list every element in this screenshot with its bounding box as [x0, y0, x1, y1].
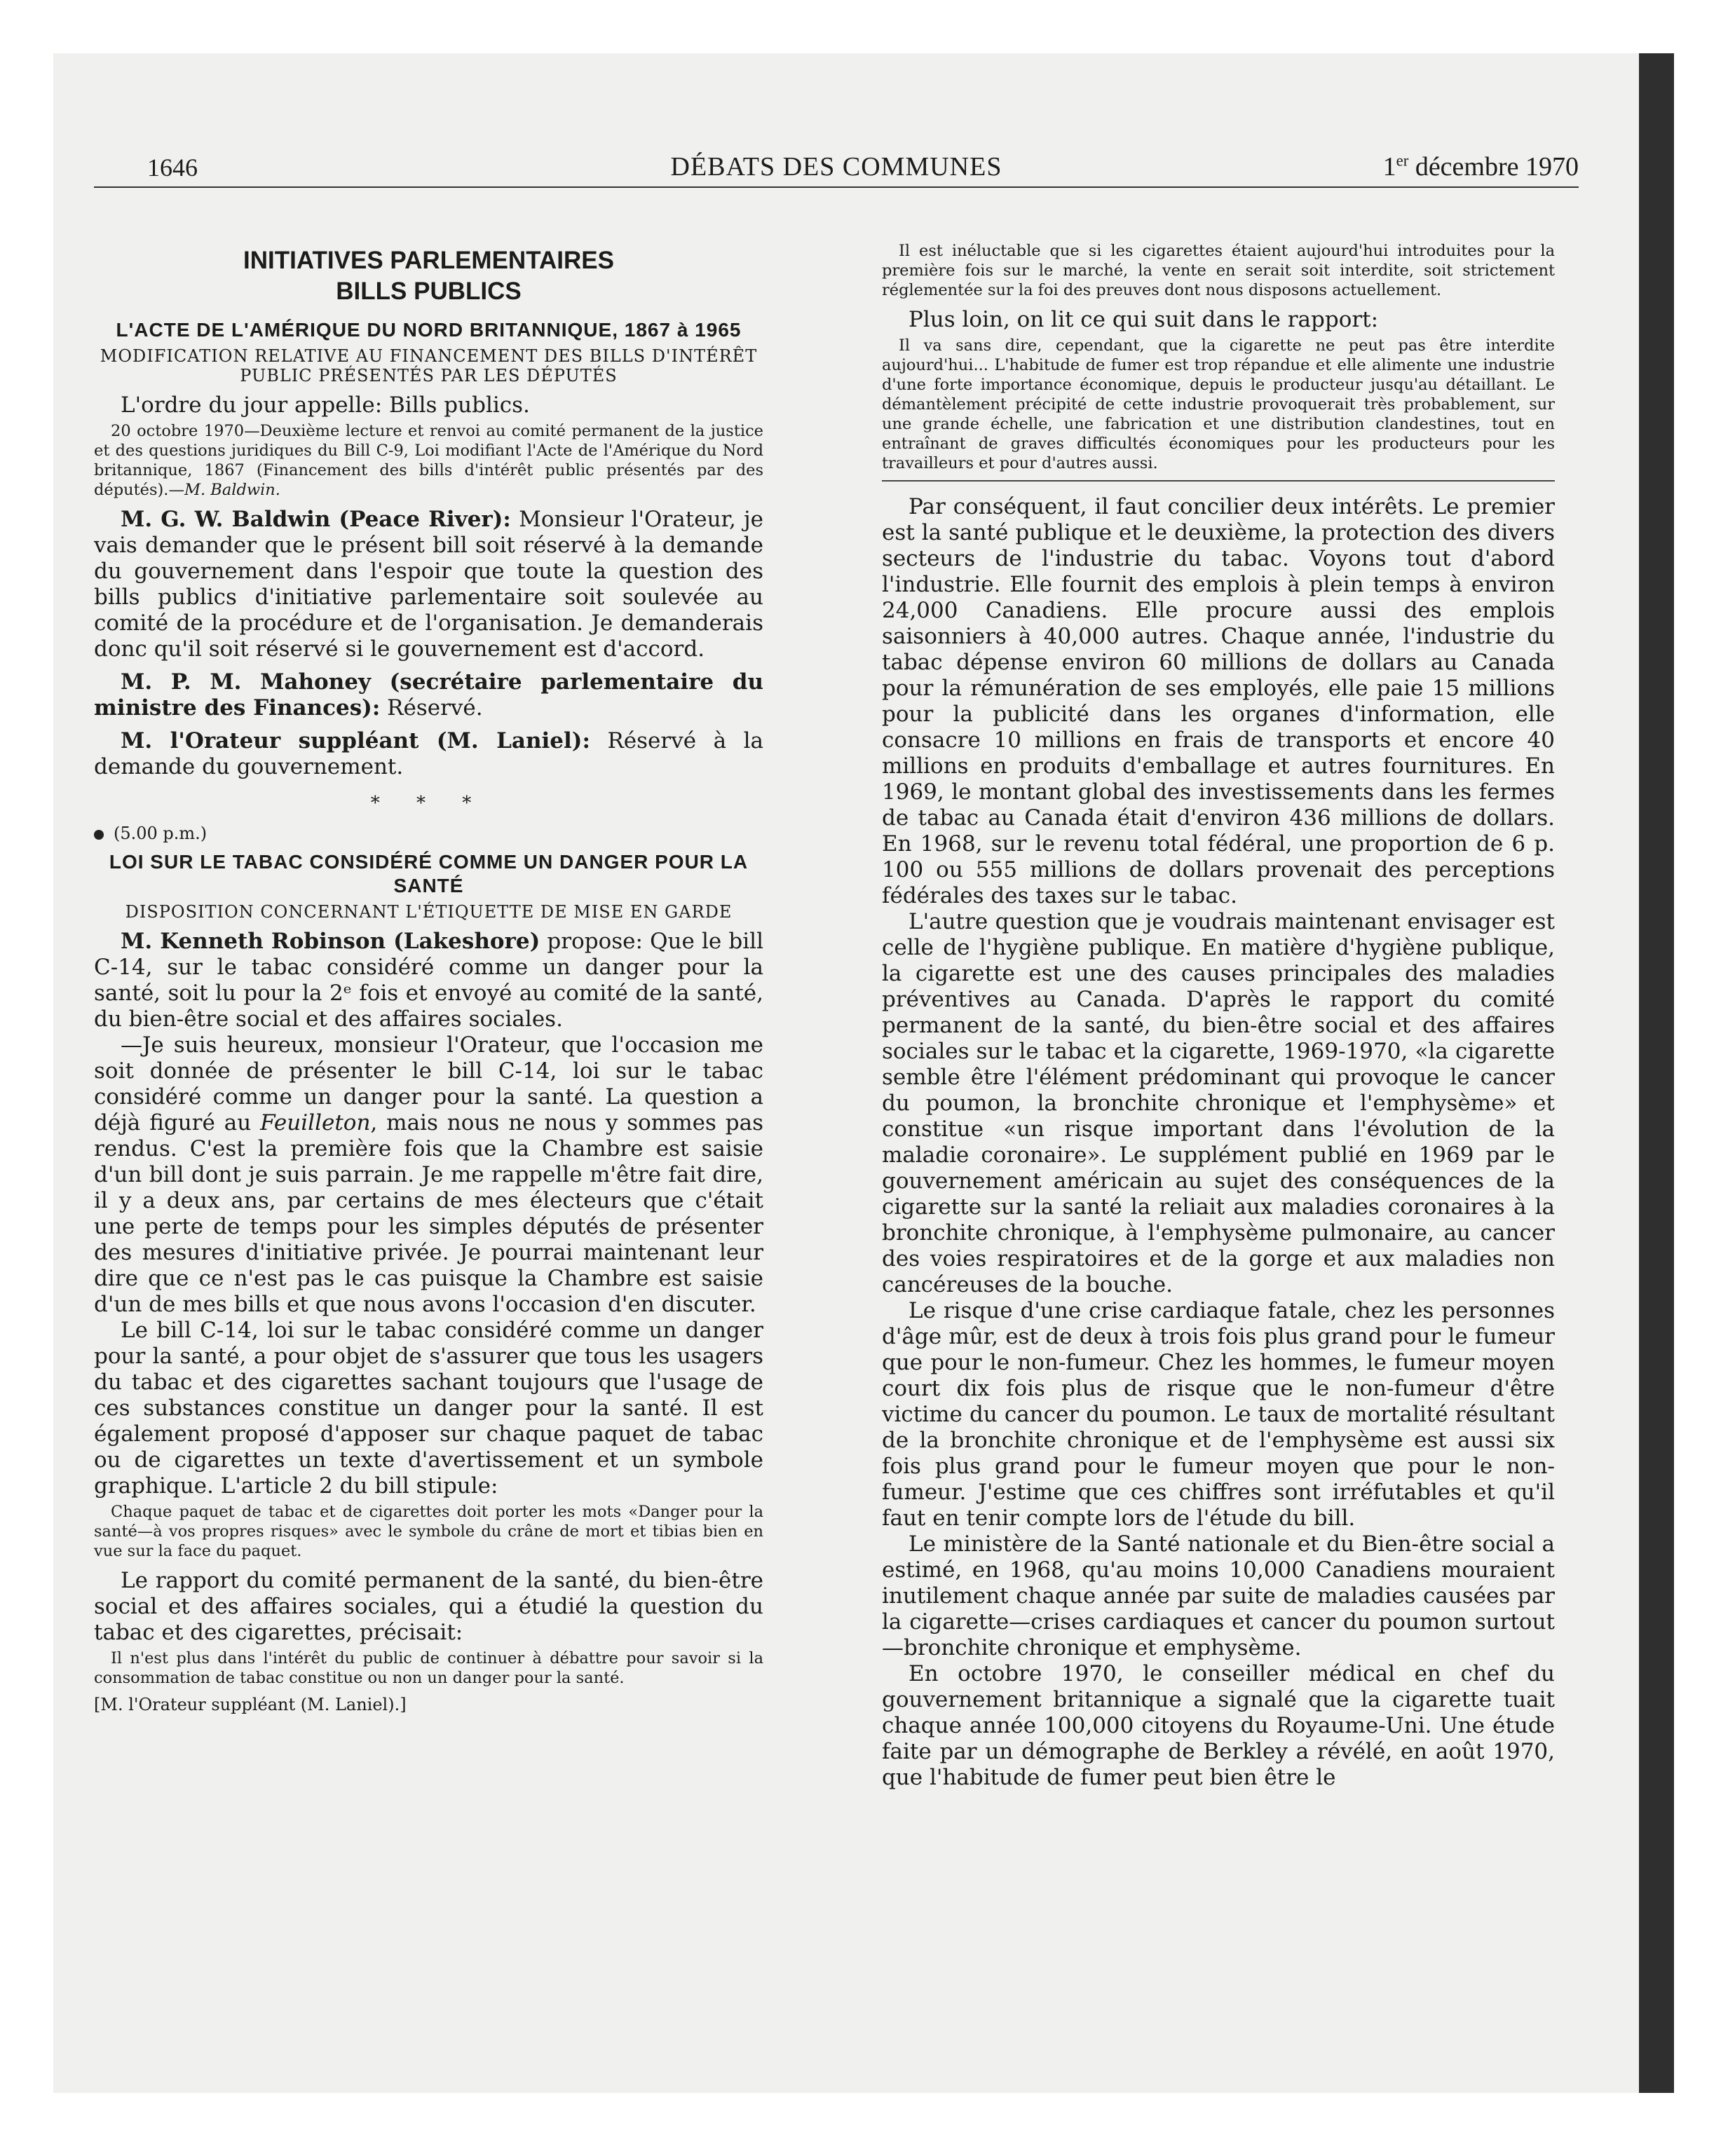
paragraph-rapport: Le rapport du comité permanent de la santé, du bien-être social et des affaires sociales, qui a étudié la question du tabac et des cigarettes, précisait:: [94, 1568, 763, 1645]
speech-laniel: [94, 728, 763, 780]
speech-robinson: [94, 929, 763, 1032]
section-separator: * * *: [370, 793, 487, 814]
paragraph-bill-c14: Le bill C-14, loi sur le tabac considéré comme un danger pour la santé, a pour objet de s'assurer que tous les usagers du tabac et des cigarettes sachant toujours que l'usage de ces substances constitue un danger pour la santé. Il est également proposé d'apposer sur chaque paquet de tabac ou de cigarettes un texte d'avertissement et un symbole graphique. L'article 2 du bill stipule:: [94, 1318, 763, 1499]
heading-modification: MODIFICATION RELATIVE AU FINANCEMENT DES BILLS D'INTÉRÊT PUBLIC PRÉSENTÉS PAR LES DÉPUTÉS: [100, 346, 758, 386]
quote-ineluctable: Il est inéluctable que si les cigarettes étaient aujourd'hui introduites pour la première fois sur le marché, la vente en serait soit interdite, soit strictement réglementée sur la foi des preuves dont nous disposons actuellement.: [882, 242, 1555, 299]
speech-laniel-text: Réservé à la demande du gouvernement.: [94, 728, 763, 779]
divider: [882, 480, 1555, 482]
heading-disposition: DISPOSITION CONCERNANT L'ÉTIQUETTE DE MISE EN GARDE: [125, 902, 733, 922]
motion-notice-text: 20 octobre 1970—Deuxième lecture et renvoi au comité permanent de la justice et des questions juridiques du Bill C-9, Loi modifiant l'Acte de l'Amérique du Nord britannique, 1867 (Financement des bills d'intérêt public présentés par des députés).—: [94, 422, 763, 499]
heading-acte: L'ACTE DE L'AMÉRIQUE DU NORD BRITANNIQUE, 1867 à 1965: [116, 319, 742, 341]
paragraph-plus-loin: Plus loin, on lit ce qui suit dans le rapport:: [909, 307, 1379, 332]
paragraph-consequent: Par conséquent, il faut concilier deux intérêts. Le premier est la santé publique et le deuxième, la protection des divers secteurs de l'industrie du tabac. Voyons tout d'abord l'industrie. Elle fournit des emplois à plein temps à environ 24,000 Canadiens. Elle procure aussi des emplois saisonniers à 40,000 autres. Chaque année, l'industrie du tabac dépense environ 60 millions de dollars au Canada pour la rémunération de ses employés, elle paie 15 millions pour la publicité dans les organes d'information, elle consacre 10 millions en frais de transports et encore 40 millions en produits d'emballage et autres fournitures. En 1969, le montant global des investissements dans les fermes de tabac au Canada était d'environ 436 millions de dollars. En 1968, sur le revenu total fédéral, une proportion de 6 p. 100 ou 555 millions de dollars provenait des perceptions fédérales des taxes sur le tabac.: [882, 494, 1555, 908]
quote-interet: Il n'est plus dans l'intérêt du public de continuer à débattre pour savoir si la consommation de tabac constitue ou non un danger pour la santé.: [94, 1649, 763, 1687]
running-header: [94, 147, 1579, 188]
paragraph-heureux: [94, 1032, 763, 1318]
paragraph-heureux-a: —Je suis heureux, monsieur l'Orateur, que l'occasion me soit donnée de présenter le bill C-14, loi sur le tabac considéré comme un danger pour la santé. La question a déjà figuré au: [94, 1032, 763, 1135]
paragraph-ministere: Le ministère de la Santé nationale et du Bien-être social a estimé, en 1968, qu'au moins 10,000 Canadiens mouraient inutilement chaque année par suite de maladies causées par la cigarette—crises cardiaques et cancer du poumon surtout—bronchite chronique et emphysème.: [882, 1531, 1555, 1660]
heading-initiatives: [94, 245, 763, 307]
speaker-robinson: M. Kenneth Robinson (Lakeshore): [121, 929, 540, 954]
paragraph-autre-question: L'autre question que je voudrais maintenant envisager est celle de l'hygiène publique. En matière d'hygiène publique, la cigarette est une des causes principales des maladies préventives au Canada. D'après le rapport du comité permanent de la santé, du bien-être social et des affaires sociales sur le tabac et la cigarette, 1969-1970, «la cigarette semble être l'élément prédominant qui provoque le cancer du poumon, la bronchite chronique et l'emphysème» et constitue «un risque important dans l'évolution de la maladie coronaire». Le supplément publié en 1969 par le gouvernement américain au sujet des conséquences de la cigarette sur la santé la reliait aux maladies coronaires à la bronchite chronique, à l'emphysème pulmonaire, au cancer des voies respiratoires et de la gorge et aux maladies non cancéreuses de la bouche.: [882, 909, 1555, 1297]
speech-mahoney-text: Réservé.: [380, 695, 483, 721]
speech-baldwin: [94, 507, 763, 662]
speech-baldwin-text: Monsieur l'Orateur, je vais demander que le présent bill soit réservé à la demande du gouvernement dans l'espoir que toute la question des bills publics d'initiative parlementaire soit soulevée au comité de la procédure et de l'organisation. Je demanderais donc qu'il soit réservé si le gouvernement est d'accord.: [94, 507, 763, 662]
speaker-baldwin: M. G. W. Baldwin (Peace River):: [121, 507, 511, 532]
feuilleton-italic: Feuilleton: [260, 1110, 371, 1135]
motion-notice: [94, 421, 763, 500]
heading-loi-tabac: LOI SUR LE TABAC CONSIDÉRÉ COMME UN DANGER POUR LA SANTÉ: [109, 851, 749, 896]
time-stamp: [94, 824, 763, 843]
bullet-icon: [94, 830, 104, 840]
page-edge-shadow: [1639, 53, 1674, 2093]
heading-bills-publics: BILLS PUBLICS: [336, 278, 522, 305]
issue-date: [1383, 151, 1579, 182]
speech-robinson-text: propose: Que le bill C-14, sur le tabac considéré comme un danger pour la santé, soit lu pour la 2ᵉ fois et envoyé au comité de la santé, du bien-être social et des affaires sociales.: [94, 929, 764, 1032]
speaker-mahoney: M. P. M. Mahoney (secrétaire parlementaire du ministre des Finances):: [94, 669, 763, 721]
heading-initiatives-line: INITIATIVES PARLEMENTAIRES: [243, 247, 614, 274]
date-superscript: er: [1396, 151, 1409, 170]
time-text: (5.00 p.m.): [114, 824, 207, 843]
date-rest: décembre 1970: [1415, 152, 1579, 182]
paragraph-heureux-b: , mais nous ne nous y sommes pas rendus. C'est la première fois que la Chambre est saisie d'un bill dont je suis parrain. Je me rappelle m'être fait dire, il y a deux ans, par certains de mes électeurs que c'était une perte de temps pour les simples députés de présenter des mesures d'initiative privée. Je pourrai maintenant leur dire que ce n'est pas le cas puisque la Chambre est saisie d'un de mes bills et que nous avons l'occasion d'en discuter.: [94, 1110, 763, 1317]
speaker-laniel: M. l'Orateur suppléant (M. Laniel):: [121, 728, 590, 753]
journal-title: DÉBATS DES COMMUNES: [670, 152, 1002, 182]
motion-notice-author: M. Baldwin.: [184, 481, 280, 499]
order-of-day: L'ordre du jour appelle: Bills publics.: [121, 393, 530, 418]
page-number: 1646: [147, 153, 198, 182]
paragraph-octobre: En octobre 1970, le conseiller médical en chef du gouvernement britannique a signalé que la cigarette tuait chaque année 100,000 citoyens du Royaume-Uni. Une étude faite par un démographe de Berkley a révélé, en août 1970, que l'habitude de fumer peut bien être le: [882, 1661, 1555, 1790]
paragraph-risque: Le risque d'une crise cardiaque fatale, chez les personnes d'âge mûr, est de deux à trois fois plus grand pour le fumeur que pour le non-fumeur. Chez les hommes, le fumeur moyen court dix fois plus de risque que le non-fumeur d'être victime du cancer du poumon. Le taux de mortalité résultant de la bronchite chronique et de l'emphysème est aussi six fois plus grand pour le fumeur moyen que pour le non-fumeur. J'estime que ces chiffres sont irréfutables et qu'il faut en tenir compte lors de l'étude du bill.: [882, 1298, 1555, 1531]
left-column: [94, 238, 763, 1963]
quote-chaque-paquet: Chaque paquet de tabac et de cigarettes doit porter les mots «Danger pour la santé—à vos propres risques» avec le symbole du crâne de mort et tibias bien en vue sur la face du paquet.: [94, 1503, 763, 1560]
speaker-reference: [M. l'Orateur suppléant (M. Laniel).]: [94, 1695, 407, 1714]
quote-va-sans-dire: Il va sans dire, cependant, que la cigarette ne peut pas être interdite aujourd'hui... L'habitude de fumer est trop répandue et elle alimente une industrie d'une forte importance économique, depuis le producteur jusqu'au détaillant. Le démantèlement précipité de cette industrie provoquerait très probablement, sur une grande échelle, une fabrication et une distribution clandestines, tout en entraînant de graves difficultés économiques pour les producteurs pour les travailleurs et pour d'autres aussi.: [882, 336, 1555, 472]
speech-mahoney: [94, 669, 763, 721]
date-day: 1: [1382, 152, 1396, 182]
right-column: [882, 238, 1555, 2005]
